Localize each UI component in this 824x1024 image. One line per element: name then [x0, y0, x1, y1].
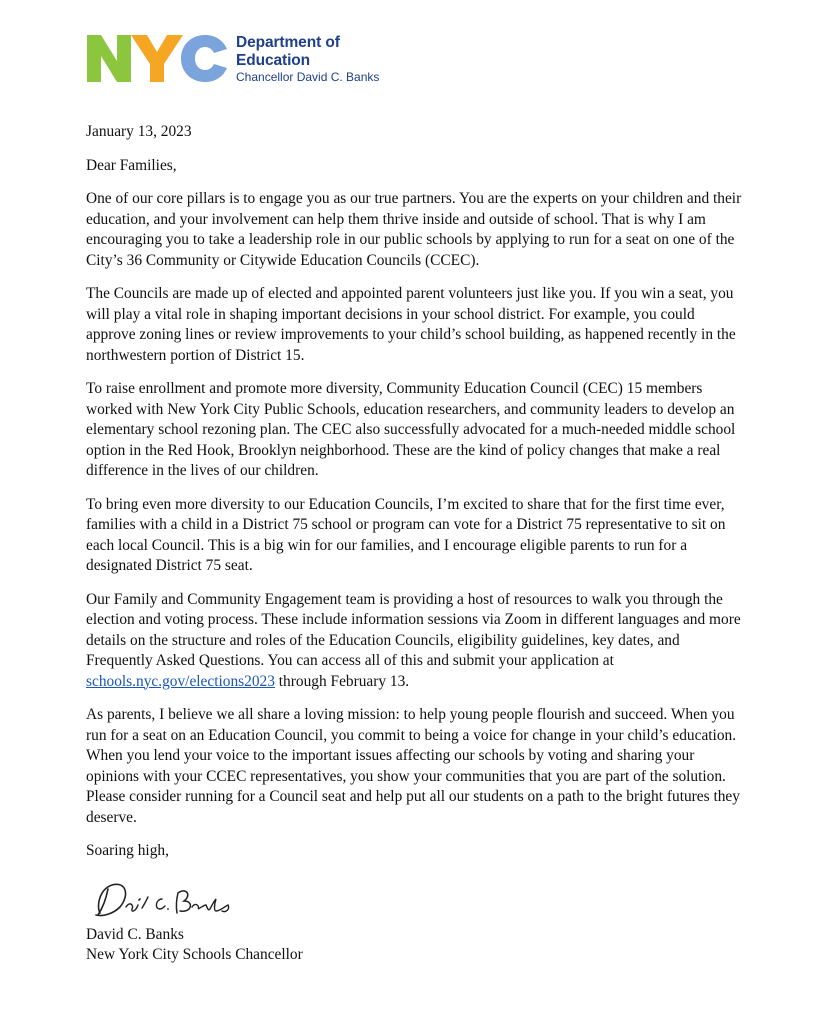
- nyc-logo: [87, 35, 227, 82]
- paragraph-2: The Councils are made up of elected and appointed parent volunteers just like you. If you win a seat, you will play a vital role in shaping important decisions in your school district. For example, you could approve zoning lines or review improvements to your child’s school building, as happened recently in the northwestern portion of District 15.: [86, 285, 736, 364]
- nyc-logo-n: [87, 35, 131, 82]
- department-name: [236, 34, 379, 85]
- paragraph-6: As parents, I believe we all share a loving mission: to help young people flourish and succeed. When you run for a seat on an Education Council, you commit to being a voice for change in your child’s education. When you lend your voice to the important issues affecting our schools by voting and sharing your opinions with your CCEC representatives, you show your communities that you are part of the solution. Please consider running for a Council seat and help put all our students on a path to the bright futures they deserve.: [86, 706, 740, 826]
- dept-line-1: Department of: [236, 34, 340, 51]
- salutation: Dear Families,: [86, 156, 177, 174]
- signer-title: New York City Schools Chancellor: [86, 946, 303, 963]
- paragraph-3: To raise enrollment and promote more diversity, Community Education Council (CEC) 15 members worked with New York City Public Schools, education researchers, and community leaders to develop an elementary school rezoning plan. The CEC also successfully advocated for a much-needed middle school option in the Red Hook, Brooklyn neighborhood. These are the kind of policy changes that make a real difference in the lives of our children.: [86, 380, 736, 479]
- paragraph-5-end: through February 13.: [274, 672, 410, 690]
- letter-date: January 13, 2023: [86, 123, 192, 140]
- dept-line-2: Education: [236, 52, 311, 69]
- elections-link[interactable]: schools.nyc.gov/elections2023: [86, 672, 275, 690]
- paragraph-1: One of our core pillars is to engage you as our true partners. You are the experts on your children and their education, and your involvement can help them thrive inside and outside of school. That is why I am encouraging you to take a leadership role in our public schools by applying to run for a seat on one of the City’s 36 Community or Citywide Education Councils (CCEC).: [86, 190, 742, 269]
- letterhead: [87, 30, 407, 86]
- paragraph-5-text: Our Family and Community Engagement team is providing a host of resources to walk you through the election and voting process. These include information sessions via Zoom in different languages and more details on the structure and roles of the Education Councils, eligibility guidelines, key dates, and Frequently Asked Questions. You can access all of this and submit your application at: [86, 590, 741, 669]
- closing: Soaring high,: [86, 842, 169, 859]
- chancellor-line: Chancellor David C. Banks: [236, 70, 380, 84]
- handwritten-signature: [86, 875, 246, 923]
- letter-body: [86, 122, 746, 966]
- nyc-logo-c: [181, 35, 227, 82]
- paragraph-5: [86, 590, 746, 693]
- signer-name: David C. Banks: [86, 925, 184, 943]
- nyc-logo-y: [131, 35, 183, 82]
- paragraph-4: To bring even more diversity to our Education Councils, I’m excited to share that for the first time ever, families with a child in a District 75 school or program can vote for a District 75 representative to sit on each local Council. This is a big win for our families, and I encourage eligible parents to run for a designated District 75 seat.: [86, 495, 726, 574]
